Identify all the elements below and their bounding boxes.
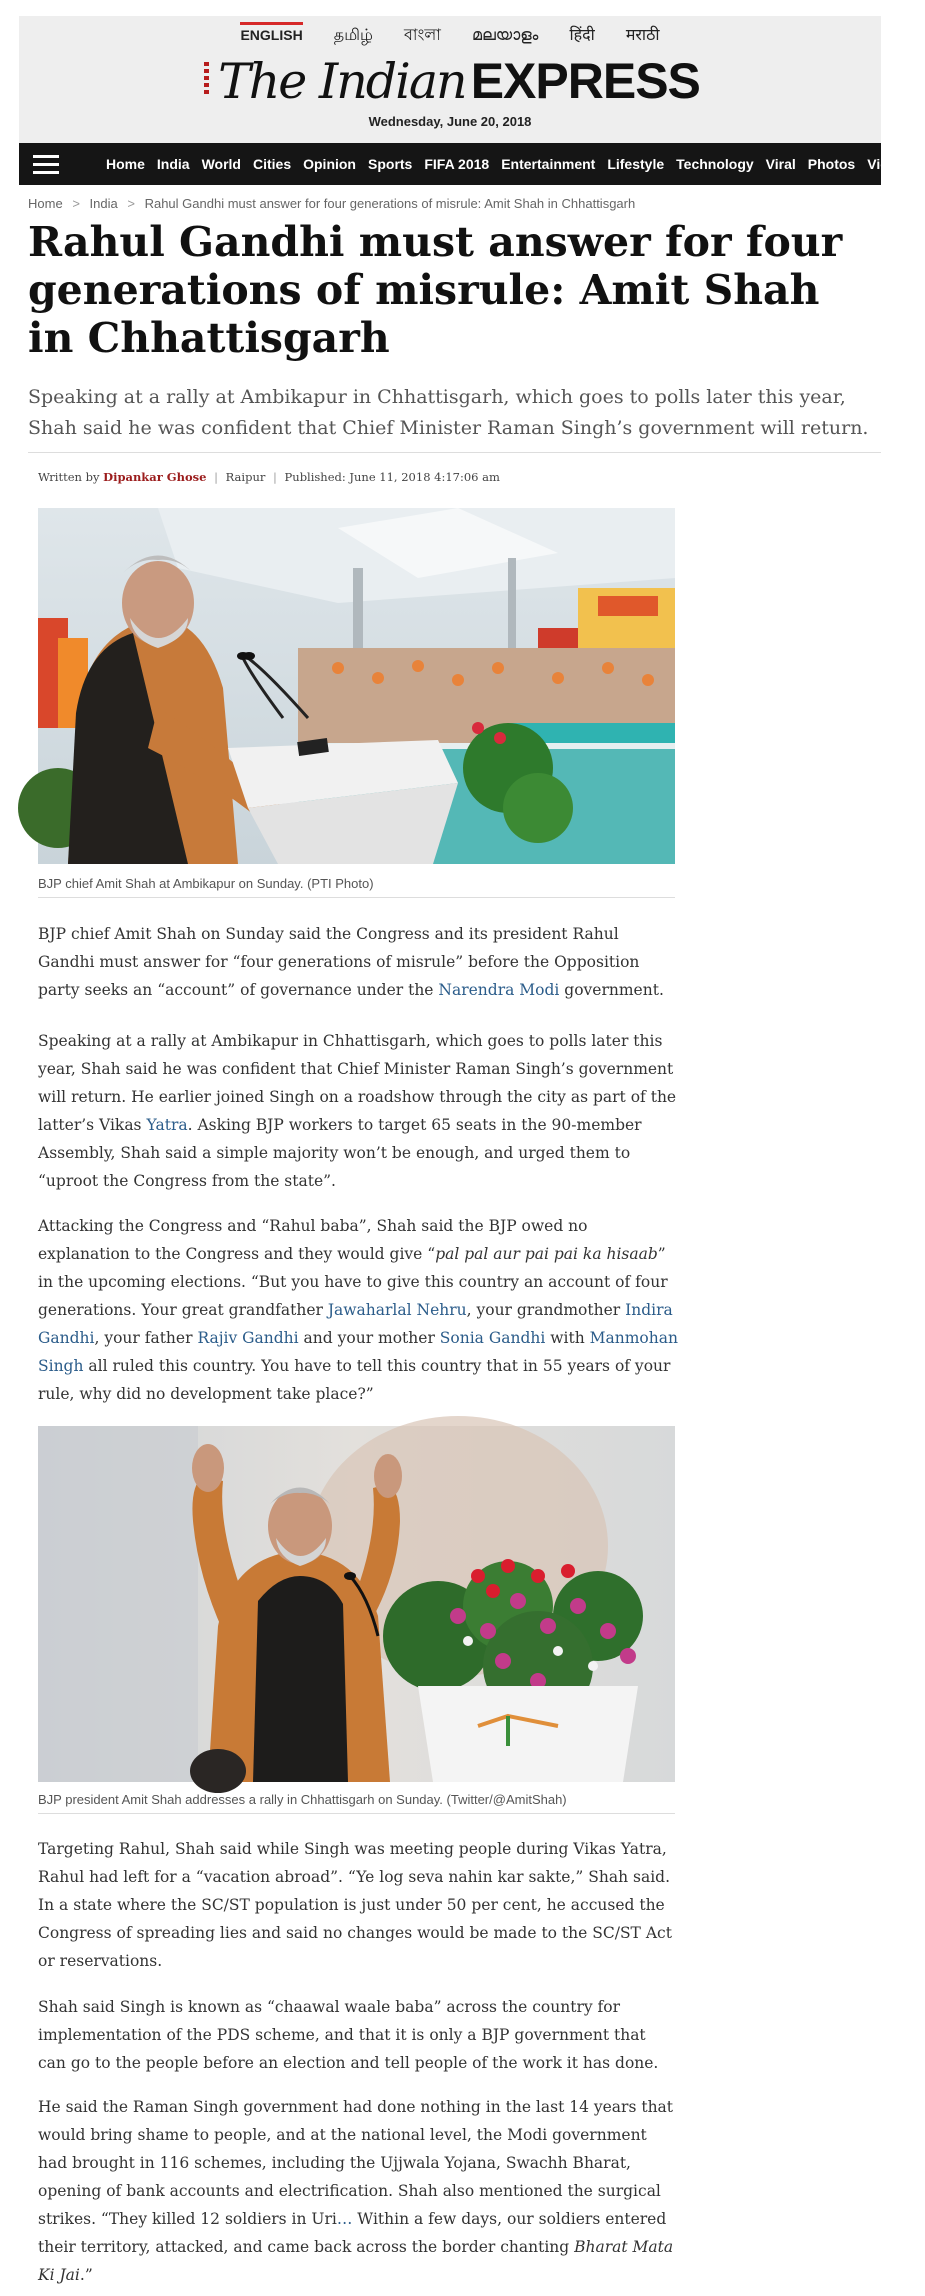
paragraph-text: . Asking BJP workers to target 65 seats in the 90-member Assembly, Shah said a simple majority won’t be enough, and urged them to “uproot the Congress from the state”. — [38, 1116, 642, 1190]
link-sonia-gandhi[interactable]: Sonia Gandhi — [439, 1329, 546, 1347]
breadcrumb — [28, 196, 635, 211]
paragraph-text: , your grandmother — [466, 1301, 626, 1319]
paragraph-1 — [38, 920, 678, 1004]
language-bar — [19, 22, 881, 49]
link-yatra[interactable]: Yatra — [146, 1116, 188, 1134]
nav-item-opinion[interactable]: Opinion — [303, 156, 356, 172]
nav-item-videos[interactable]: Videos — [867, 156, 913, 172]
article-headline: Rahul Gandhi must answer for four generations of misrule: Amit Shah in Chhattisgarh — [28, 218, 843, 362]
main-nav — [19, 143, 913, 185]
paragraph-text: and your mother — [298, 1329, 440, 1347]
lang-malayalam[interactable]: മലയാളം — [472, 25, 539, 44]
paragraph-text: .” — [79, 2266, 93, 2284]
nav-item-india[interactable]: India — [156, 156, 190, 172]
breadcrumb-current: Rahul Gandhi must answer for four generations of misrule: Amit Shah in Chhattisgarh — [144, 196, 636, 211]
byline-written-by: Written by — [38, 470, 100, 484]
paragraph-text: with — [545, 1329, 590, 1347]
divider — [28, 452, 881, 453]
paragraph-5: Shah said Singh is known as “chaawal waale baba” across the country for implementation of the PDS scheme, and that it is only a BJP government that can go to the people before an election and tell people of the work it has done. — [38, 1998, 659, 2072]
quote-italic: Bharat Mata Ki Jai — [38, 2238, 674, 2284]
masthead — [19, 16, 881, 143]
site-logo[interactable] — [19, 52, 881, 110]
lang-english[interactable]: ENGLISH — [240, 22, 302, 43]
logo-text-the-indian: The Indian — [218, 53, 466, 110]
paragraph-text: Within a few days, our soldiers entered their territory, attacked, and came back across the border chanting — [38, 2210, 667, 2256]
paragraph-text: , your father — [94, 1329, 198, 1347]
breadcrumb-home[interactable]: Home — [28, 196, 63, 211]
paragraph-text: He said the Raman Singh government had done nothing in the last 14 years that would bring shame to people, and at the national level, the Modi government had brought in 116 schemes, including the Ujjwala Yojana, Swachh Bharat, opening of bank accounts and electrification. Shah also mentioned the surgical strikes. “They killed 12 soldiers in Uri — [38, 2098, 674, 2228]
paragraph-text: Attacking the Congress and “Rahul baba”, Shah said the BJP owed no explanation to the Congress and they would give “ — [38, 1217, 588, 1263]
quote-italic: pal pal aur pai pai ka hisaab — [435, 1245, 658, 1263]
author-link[interactable]: Dipankar Ghose — [103, 470, 207, 484]
nav-item-viral[interactable]: Viral — [765, 156, 796, 172]
link-indira-gandhi[interactable]: Indira Gandhi — [38, 1301, 673, 1347]
lang-marathi[interactable]: मराठी — [625, 25, 660, 44]
paragraph-text: BJP chief Amit Shah on Sunday said the Congress and its president Rahul Gandhi must answer for “four generations of misrule” before the Opposition party seeks an “account” of governance under the — [38, 925, 640, 999]
paragraph-text: government. — [559, 981, 664, 999]
link-jawaharlal-nehru[interactable]: Jawaharlal Nehru — [327, 1301, 467, 1319]
logo-text-express: EXPRESS — [470, 53, 700, 109]
link-narendra-modi[interactable]: Narendra Modi — [438, 981, 560, 999]
nav-item-cities[interactable]: Cities — [252, 156, 292, 172]
nav-item-lifestyle[interactable]: Lifestyle — [607, 156, 665, 172]
paragraph-6 — [38, 2093, 678, 2289]
lang-bangla[interactable]: বাংলা — [403, 25, 441, 44]
paragraph-3 — [38, 1212, 678, 1408]
article-image-2 — [38, 1426, 675, 1782]
byline-published: Published: June 11, 2018 4:17:06 am — [284, 470, 500, 484]
byline: Written by Dipankar Ghose | Raipur | Published: June 11, 2018 4:17:06 am — [38, 470, 500, 484]
logo-mark-icon — [200, 56, 212, 102]
image-1-caption: BJP chief Amit Shah at Ambikapur on Sunday. (PTI Photo) — [38, 876, 675, 898]
article-image-1 — [38, 508, 675, 864]
link-manmohan-singh[interactable]: Manmohan Singh — [38, 1329, 678, 1375]
breadcrumb-separator: > — [72, 196, 80, 211]
nav-item-technology[interactable]: Technology — [676, 156, 754, 172]
image-2-caption: BJP president Amit Shah addresses a rally in Chhattisgarh on Sunday. (Twitter/@AmitShah) — [38, 1792, 675, 1814]
nav-item-fifa-2018[interactable]: FIFA 2018 — [424, 156, 490, 172]
nav-item-sports[interactable]: Sports — [368, 156, 413, 172]
paragraph-text: Speaking at a rally at Ambikapur in Chhattisgarh, which goes to polls later this year, Shah said he was confident that Chief Minister Raman Singh’s government will return. He earlier joined Singh on a roadshow through the city as part of the latter’s Vikas — [38, 1032, 677, 1134]
menu-icon[interactable] — [33, 155, 59, 175]
lang-hindi[interactable]: हिंदी — [569, 25, 595, 44]
nav-items — [106, 143, 925, 185]
paragraph-2 — [38, 1027, 678, 1195]
article-standfirst: Speaking at a rally at Ambikapur in Chhattisgarh, which goes to polls later this year, Shah said he was confident that Chief Minister Raman Singh’s government will return. — [28, 386, 869, 439]
paragraph-text: ” in the upcoming elections. “But you have to give this country an account of four generations. Your great grandfather — [38, 1245, 668, 1319]
breadcrumb-separator: > — [127, 196, 135, 211]
lang-tamil[interactable]: தமிழ் — [333, 25, 373, 44]
masthead-date: Wednesday, June 20, 2018 — [368, 114, 532, 129]
byline-location: Raipur — [225, 470, 266, 484]
link-ellipsis[interactable]: … — [336, 2210, 353, 2228]
nav-item-world[interactable]: World — [201, 156, 241, 172]
nav-item-home[interactable]: Home — [106, 156, 145, 172]
nav-item-photos[interactable]: Photos — [807, 156, 856, 172]
paragraph-text: all ruled this country. You have to tell this country that in 55 years of your rule, why did no development take place?” — [38, 1357, 671, 1403]
nav-item-entertainment[interactable]: Entertainment — [501, 156, 596, 172]
paragraph-4: Targeting Rahul, Shah said while Singh was meeting people during Vikas Yatra, Rahul had left for a “vacation abroad”. “Ye log seva nahin kar sakte,” Shah said. In a state where the SC/ST population is just under 50 per cent, he accused the Congress of spreading lies and said no changes would be made to the SC/ST Act or reservations. — [38, 1840, 672, 1970]
link-rajiv-gandhi[interactable]: Rajiv Gandhi — [197, 1329, 299, 1347]
breadcrumb-india[interactable]: India — [89, 196, 118, 211]
